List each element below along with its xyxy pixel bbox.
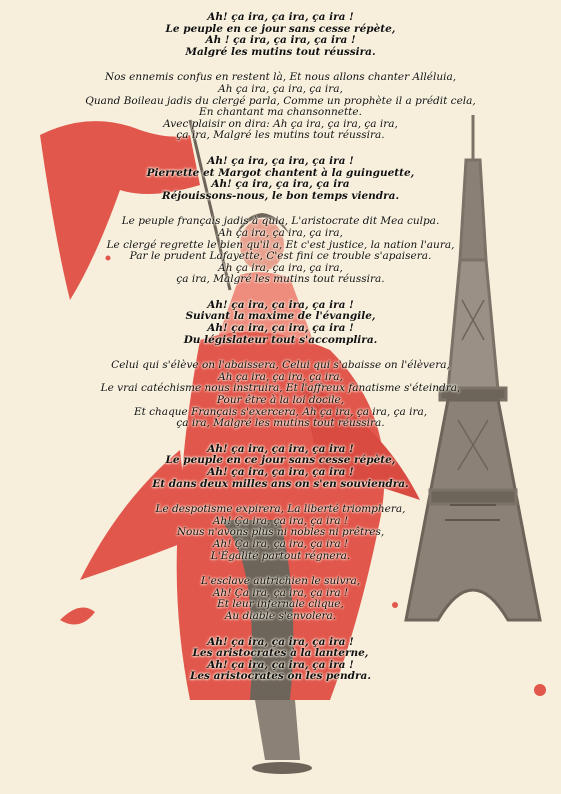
lyric-line: Ah! Ça ira, ça ira, ça ira ! [212, 514, 349, 527]
verse-stanza [0, 360, 561, 430]
lyric-line: Ah! ça ira, ça ira, ça ira ! [207, 635, 354, 648]
lyric-line: Ah ça ira, ça ira, ça ira, [218, 261, 343, 274]
lyric-line: Le vrai catéchisme nous instruira, Et l'affreux fanatisme s'éteindra, [100, 382, 461, 395]
lyric-line: Nos ennemis confus en restent là, Et nous allons chanter Alléluia, [104, 71, 457, 84]
song-lyrics [0, 12, 561, 697]
lyric-line: ça ira, Malgré les mutins tout réussira. [176, 417, 385, 430]
lyric-line: Suivant la maxime de l'évangile, [185, 310, 376, 323]
lyric-line: Pour être à la loi docile, [216, 394, 345, 407]
lyric-line: Le despotisme expirera, La liberté triomphera, [155, 503, 406, 516]
lyric-line: Par le prudent Lafayette, C'est fini ce trouble s'apaisera. [129, 250, 432, 263]
lyric-line: Ah ! ça ira, ça ira, ça ira ! [205, 34, 356, 47]
lyric-line: Ah! ça ira, ça ira, ça ira ! [207, 466, 354, 478]
lyric-line: Les aristocrates à la lanterne, [192, 647, 369, 660]
verse-stanza [0, 216, 561, 286]
chorus-stanza [0, 300, 561, 346]
chorus-stanza [0, 444, 561, 490]
lyric-line: Ah! ça ira, ça ira, ça ira ! [207, 11, 354, 23]
lyric-line: Et chaque Français s'exercera, Ah ça ira, ça ira, ça ira, [133, 405, 428, 418]
lyric-line: Ah! ça ira, ça ira, ça ira [211, 178, 350, 191]
lyric-line: Ah! Ça ira, ça ira, ça ira ! [212, 537, 349, 550]
lyric-line: Ah! ça ira, ça ira, ça ira ! [207, 442, 354, 455]
lyric-line: Au diable s'envolera. [224, 609, 337, 622]
verse-stanza [0, 576, 561, 622]
lyric-line: Avec plaisir on dira: Ah ça ira, ça ira, ça ira, [163, 117, 398, 130]
lyric-line: Pierrette et Margot chantent à la guinguette, [146, 166, 415, 179]
lyric-line: Celui qui s'élève on l'abaissera, Celui qui s'abaisse on l'élèvera, [111, 359, 450, 372]
lyric-line: Les aristocrates on les pendra. [189, 670, 372, 683]
lyric-line: Et leur infernale clique, [217, 598, 344, 611]
lyric-line: Ah! ça ira, ça ira, ça ira ! [207, 658, 354, 671]
lyric-line: Nous n'avons plus ni nobles ni prêtres, [176, 526, 385, 539]
chorus-stanza [0, 12, 561, 58]
chorus-stanza [0, 637, 561, 683]
lyric-line: Le clergé regrette le bien qu'il a, Et c'est justice, la nation l'aura, [106, 238, 455, 251]
lyric-line: L'Égalité partout régnera. [210, 549, 351, 562]
lyric-line: Ah! Ça ira, ça ira, ça ira ! [212, 586, 349, 599]
lyric-line: Ah! ça ira, ça ira, ça ira ! [207, 154, 354, 167]
lyric-line: Ah ça ira, ça ira, ça ira, [218, 226, 343, 239]
lyric-line: ça ira, Malgré les mutins tout réussira. [176, 273, 385, 286]
lyric-line: En chantant ma chansonnette. [199, 106, 362, 119]
lyric-line: Du législateur tout s'accomplira. [183, 333, 378, 346]
lyric-line: Malgré les mutins tout réussira. [185, 45, 376, 58]
lyric-line: ça ira, Malgré les mutins tout réussira. [176, 129, 385, 142]
lyric-line: Le peuple en ce jour sans cesse répète, [165, 22, 396, 35]
lyric-line: Ah ça ira, ça ira, ça ira, [218, 82, 343, 95]
lyric-line: Et dans deux milles ans on s'en souviendra. [152, 477, 409, 490]
lyric-line: Réjouissons-nous, le bon temps viendra. [161, 189, 400, 202]
chorus-stanza [0, 156, 561, 202]
lyric-line: Quand Boileau jadis du clergé parla, Comme un prophète il a prédit cela, [85, 94, 476, 107]
verse-stanza [0, 504, 561, 562]
lyric-line: Ah! ça ira, ça ira, ça ira ! [207, 322, 354, 335]
lyric-line: Le peuple français jadis à quia, L'aristocrate dit Mea culpa. [121, 215, 440, 228]
lyric-line: L'esclave autrichien le suivra, [200, 575, 361, 588]
verse-stanza [0, 72, 561, 142]
lyric-line: Ah! ça ira, ça ira, ça ira ! [207, 298, 354, 311]
lyric-line: Le peuple en ce jour sans cesse répète, [165, 454, 396, 467]
lyric-line: Ah ça ira, ça ira, ça ira, [218, 370, 343, 383]
